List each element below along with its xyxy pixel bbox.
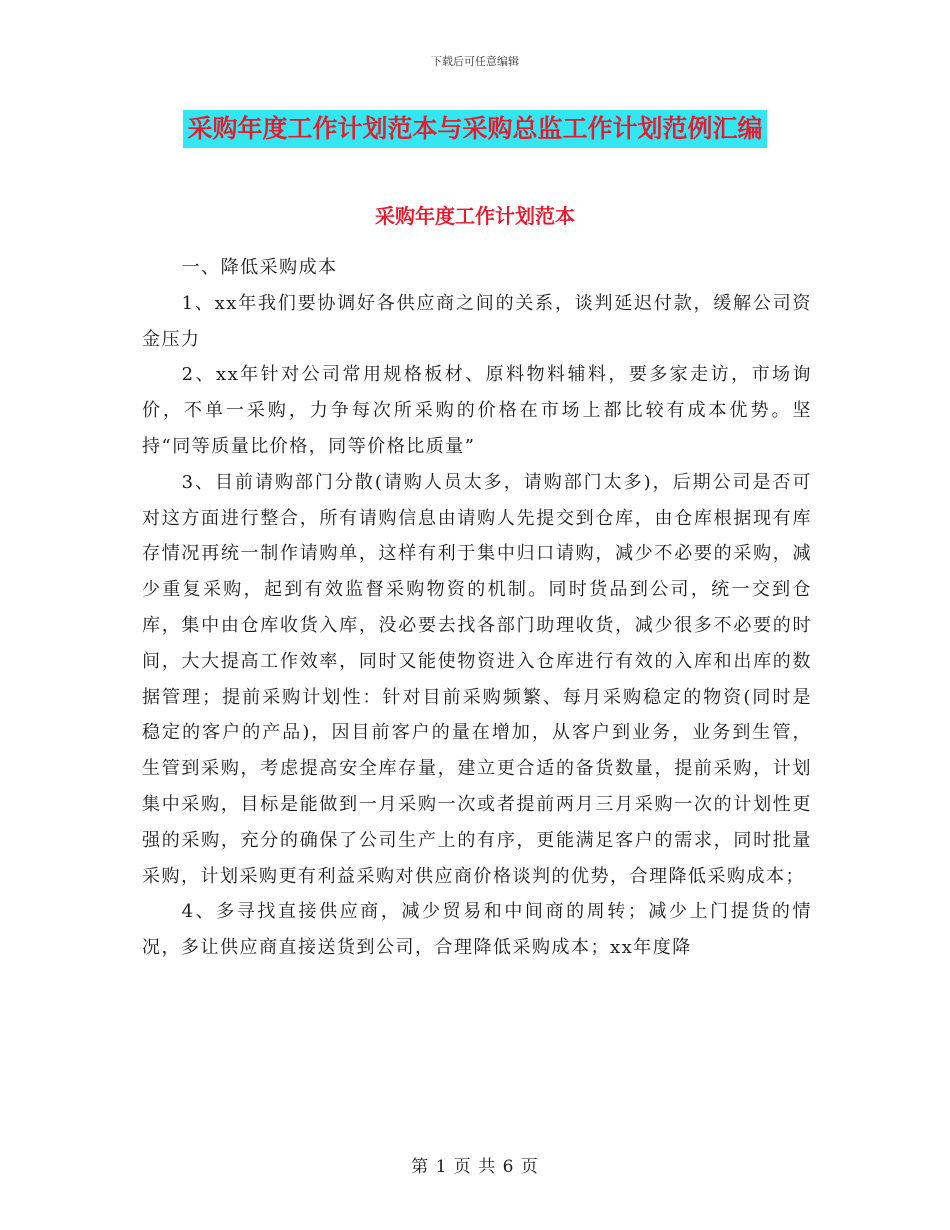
page-number: 第 1 页 共 6 页 — [411, 1157, 539, 1177]
header-note: 下载后可任意编辑 — [431, 55, 519, 68]
paragraph: 1、xx年我们要协调好各供应商之间的关系，谈判延迟付款，缓解公司资金压力 — [142, 292, 812, 350]
document-body — [142, 250, 812, 966]
paragraph: 2、xx年针对公司常用规格板材、原料物料辅料，要多家走访，市场询价，不单一采购，力争每次所采购的价格在市场上都比较有成本优势。坚持“同等质量比价格，同等价格比质量” — [142, 364, 812, 457]
paragraph-heading: 一、降低采购成本 — [181, 257, 338, 278]
section-title: 采购年度工作计划范本 — [375, 204, 575, 228]
main-title-wrap — [0, 110, 950, 148]
paragraph: 3、目前请购部门分散(请购人员太多，请购部门太多)，后期公司是否可对这方面进行整合，所有请购信息由请购人先提交到仓库，由仓库根据现有库存情况再统一制作请购单，这样有利于集中归口请购，减少不必要的采购，减少重复采购，起到有效监督采购物资的机制。同时货品到公司，统一交到仓库，集中由仓库收货入库，没必要去找各部门助理收货，减少很多不必要的时间，大大提高工作效率，同时又能使物资进入仓库进行有效的入库和出库的数据管理；提前采购计划性：针对目前采购频繁、每月采购稳定的物资(同时是稳定的客户的产品)，因目前客户的量在增加，从客户到业务，业务到生管，生管到采购，考虑提高安全库存量，建立更合适的备货数量，提前采购，计划集中采购，目标是能做到一月采购一次或者提前两月三月采购一次的计划性更强的采购，充分的确保了公司生产上的有序，更能满足客户的需求，同时批量采购，计划采购更有利益采购对供应商价格谈判的优势，合理降低采购成本； — [142, 471, 812, 887]
paragraph: 4、多寻找直接供应商，减少贸易和中间商的周转；减少上门提货的情况，多让供应商直接送货到公司，合理降低采购成本；xx年度降 — [142, 901, 812, 959]
main-title: 采购年度工作计划范本与采购总监工作计划范例汇编 — [183, 110, 766, 148]
